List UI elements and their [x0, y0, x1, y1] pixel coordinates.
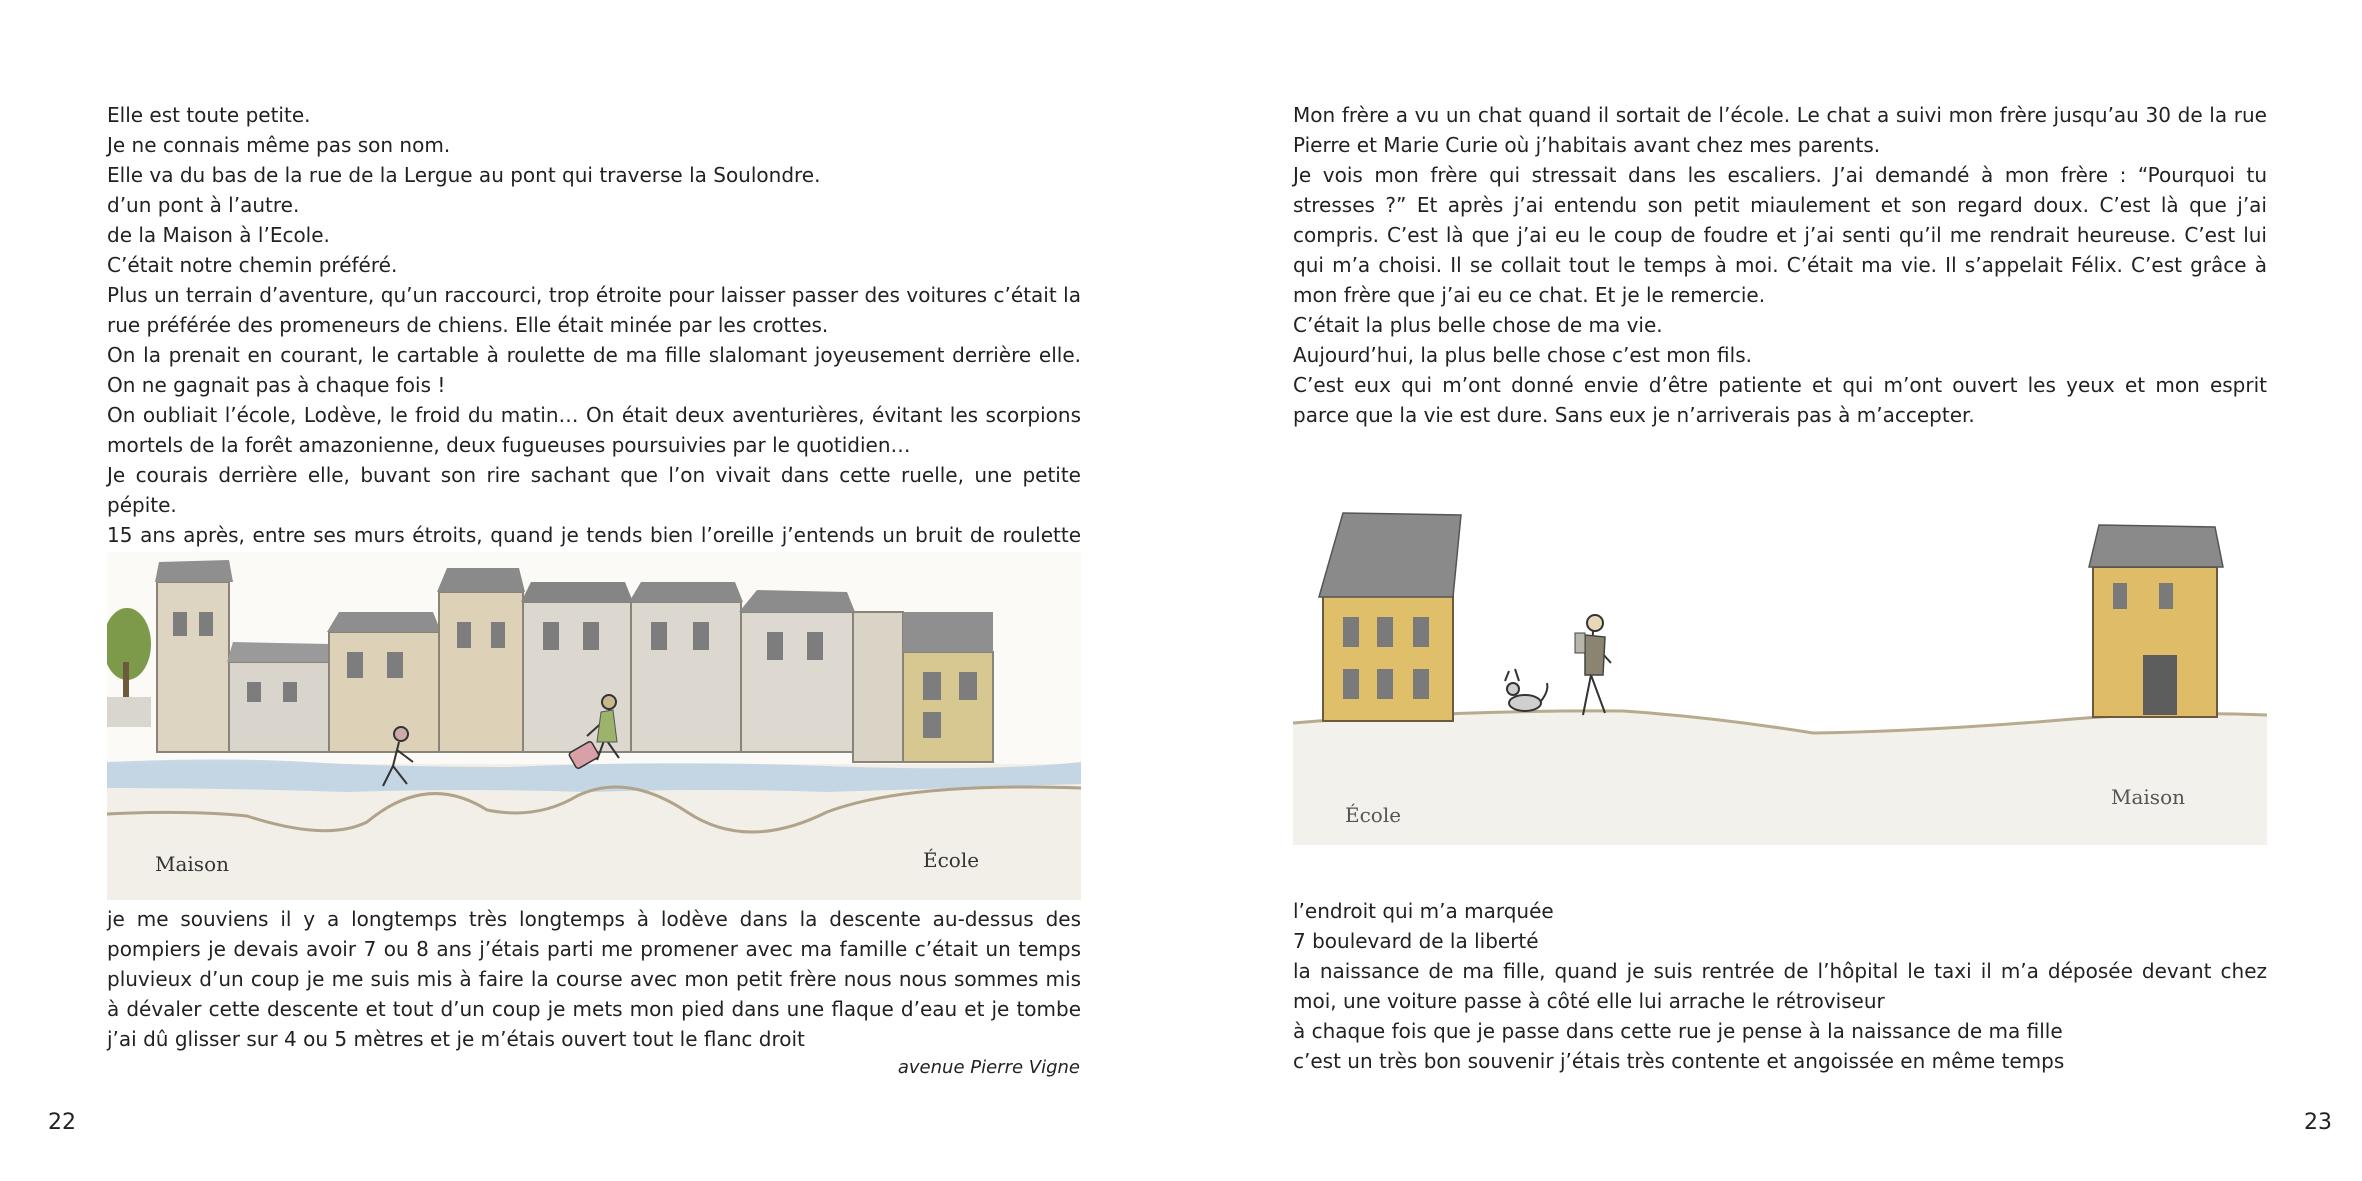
paragraph: C’était la plus belle chose de ma vie.: [1293, 313, 1663, 337]
paragraph: C’était notre chemin préféré.: [107, 253, 398, 277]
cat-illustration: [1293, 505, 2267, 845]
illustration-label-home: Maison: [155, 852, 229, 876]
street-illustration: [107, 552, 1081, 900]
paragraph: On la prenait en courant, le cartable à roulette de ma fille slalomant joyeusement derrière elle. On ne gagnait pas à chaque fois !: [107, 343, 1081, 397]
paragraph: je me souviens il y a longtemps très longtemps à lodève dans la descente au-dessus des pompiers je devais avoir 7 ou 8 ans j’étais parti me promener avec ma famille c’était un temps pluvieux d’un coup je me suis mis à faire la course avec mon petit frère nous nous sommes mis à dévaler cette descente et tout d’un coup je mets mon pied dans une flaque d’eau et je tombe j’ai dû glisser sur 4 ou 5 mètres et je m’étais ouvert tout le flanc droit: [107, 907, 1081, 1051]
paragraph: 7 boulevard de la liberté: [1293, 929, 1539, 953]
paragraph: C’est eux qui m’ont donné envie d’être patiente et qui m’ont ouvert les yeux et mon esprit parce que la vie est dure. Sans eux je n’arriverais pas à m’accepter.: [1293, 373, 2267, 427]
paragraph: Mon frère a vu un chat quand il sortait de l’école. Le chat a suivi mon frère jusqu’au 30 de la rue Pierre et Marie Curie où j’habitais avant chez mes parents.: [1293, 103, 2267, 157]
left-bottom-text: [107, 904, 1081, 1054]
page-number: 22: [48, 1110, 76, 1135]
paragraph: Plus un terrain d’aventure, qu’un raccourci, trop étroite pour laisser passer des voitures c’était la rue préférée des promeneurs de chiens. Elle était minée par les crottes.: [107, 283, 1081, 337]
bottom-caption: avenue Pierre Vigne: [897, 1057, 1080, 1078]
paragraph: Je courais derrière elle, buvant son rire sachant que l’on vivait dans cette ruelle, une petite pépite.: [107, 463, 1081, 517]
paragraph: Je vois mon frère qui stressait dans les escaliers. J’ai demandé à mon frère : “Pourquoi tu stresses ?” Et après j’ai entendu son petit miaulement et son regard doux. C’est là que j’ai compris. C’est là que j’ai eu le coup de foudre et j’ai senti qu’il me rendrait heureuse. C’est lui qui m’a choisi. Il se collait tout le temps à moi. C’était ma vie. Il s’appelait Félix. C’est grâce à mon frère que j’ai eu ce chat. Et je le remercie.: [1293, 163, 2267, 307]
right-bottom-text: [1293, 896, 2267, 1076]
right-page: [1181, 0, 2362, 1181]
paragraph: c’est un très bon souvenir j’étais très contente et angoissée en même temps: [1293, 1049, 2065, 1073]
paragraph: de la Maison à l’Ecole.: [107, 223, 330, 247]
illustration-label-school: École: [923, 848, 980, 872]
paragraph: Je ne connais même pas son nom.: [107, 133, 451, 157]
illustration-label-school: École: [1345, 803, 1402, 827]
page-number: 23: [2304, 1110, 2332, 1135]
paragraph: à chaque fois que je passe dans cette rue je pense à la naissance de ma fille: [1293, 1019, 2063, 1043]
paragraph: l’endroit qui m’a marquée: [1293, 899, 1554, 923]
paragraph: 15 ans après, entre ses murs étroits, quand je tends bien l’oreille j’entends un bruit de roulette: [107, 523, 1081, 547]
paragraph: la naissance de ma fille, quand je suis rentrée de l’hôpital le taxi il m’a déposée devant chez moi, une voiture passe à côté elle lui arrache le rétroviseur: [1293, 959, 2267, 1013]
paragraph: Elle est toute petite.: [107, 103, 311, 127]
illustration-label-home: Maison: [2111, 785, 2185, 809]
right-top-text: [1293, 100, 2267, 430]
paragraph: On oubliait l’école, Lodève, le froid du matin… On était deux aventurières, évitant les scorpions mortels de la forêt amazonienne, deux fugueuses poursuivies par le quotidien…: [107, 403, 1081, 457]
paragraph: d’un pont à l’autre.: [107, 193, 300, 217]
paragraph: Elle va du bas de la rue de la Lergue au pont qui traverse la Soulondre.: [107, 163, 821, 187]
paragraph: Aujourd’hui, la plus belle chose c’est mon fils.: [1293, 343, 1752, 367]
left-top-text: [107, 100, 1081, 580]
